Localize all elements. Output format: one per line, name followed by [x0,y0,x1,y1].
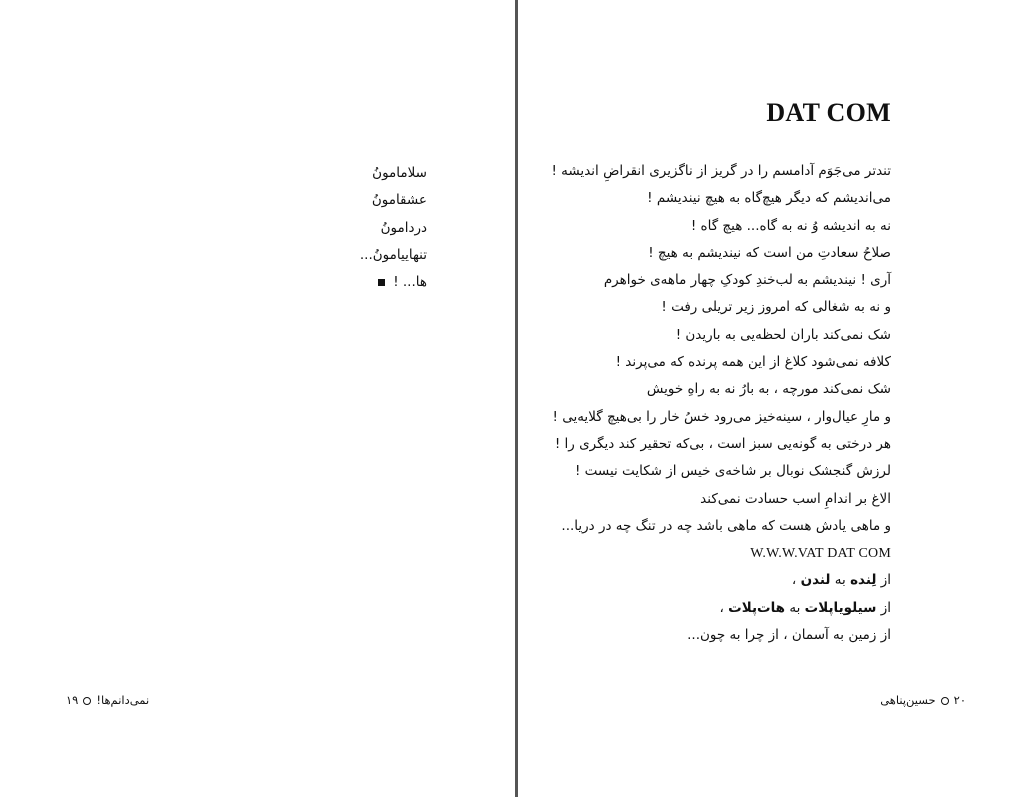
end-square-icon [378,279,385,286]
poem-line: هر درختی به گونه‌یی سبز است ، بی‌که تحقیر کند دیگری را ! [554,435,891,452]
poem-line: لرزش گنجشک نوبال بر شاخه‌ی خیس از شکایت نیست ! [574,463,891,480]
poem-line: شک نمی‌کند باران لحظه‌یی به باریدن ! [675,326,891,343]
closing-bold-word: هات‌پلات [728,599,786,616]
left-page [0,0,515,797]
poem-line: آری ! نیندیشم به لب‌خندِ کودکِ چهار ماهه‌ی خواهرم [603,272,891,289]
poem-line: الاغ بر اندامِ اسب حسادت نمی‌کند [700,490,891,507]
closing-word: از [880,572,891,589]
poem-line: و مارِ عیال‌وار ، سینه‌خیز می‌رود خسُ خار را بی‌هیچ گلایه‌یی ! [552,408,891,425]
closing-line-3: از زمین به آسمان ، از چرا به چون... [687,627,891,644]
page-heading: DAT COM [766,98,891,127]
closing-line-2 [519,595,891,622]
poem-final-text: ها... ! [393,274,427,291]
closing-bold-word: لِنده [850,572,877,589]
url-line: W.W.W.VAT DAT COM [750,546,891,562]
right-footer [880,693,966,707]
book-spine [515,0,518,797]
closing-bold-word: لندن [800,572,831,589]
poem-line: و ماهی یادش هست که ماهی باشد چه در تنگ چه در دریا... [561,517,891,534]
circle-separator-icon [941,697,949,705]
poem-line: کلافه نمی‌شود کلاغ از این همه پرنده که می‌پرند ! [615,354,891,371]
right-poem [519,158,891,649]
poem-line: می‌اندیشم که دیگر هیچ‌گاه به هیچ نیندیشم ! [647,190,891,207]
poem-line: سلامامونُ [372,165,427,181]
poem-line: دردامونُ [380,219,427,236]
closing-punct: ، [791,572,797,589]
poem-line: شک نمی‌کند مورچه ، به بارُ نه به راهِ خویش [646,381,891,398]
poem-line: تندتر می‌جَوَم آدامسم را در گریز از ناگزیری انقراضِ اندیشه ! [551,163,891,179]
closing-punct: ، [719,599,724,616]
page-number-left: ۱۹ [66,693,79,707]
poem-line: و نه به شغالی که امروز زیر تریلی رفت ! [661,299,891,316]
poem-line: نه به اندیشه وُ نه به گاه... هیچ گاه ! [690,217,891,234]
circle-separator-icon [83,697,91,705]
book-title: نمی‌دانم‌ها! [96,693,150,707]
page-number-right: ۲۰ [953,693,966,707]
poem-line: عشقامونُ [371,192,427,209]
right-page [519,0,1036,797]
closing-word: به [789,599,801,616]
closing-line-1 [519,567,891,594]
closing-word: از [880,599,891,616]
left-poem [207,160,427,296]
poem-final-line [207,269,427,296]
closing-word: به [834,572,846,589]
poem-line: تنهاییامونُ... [359,246,427,263]
closing-bold-word: سیلویاپلات [804,599,877,616]
author-name: حسین‌پناهی [880,693,936,707]
left-footer [66,693,149,707]
poem-line: صلاحُ سعادتِ من است که نیندیشم به هیچ ! [648,244,891,261]
